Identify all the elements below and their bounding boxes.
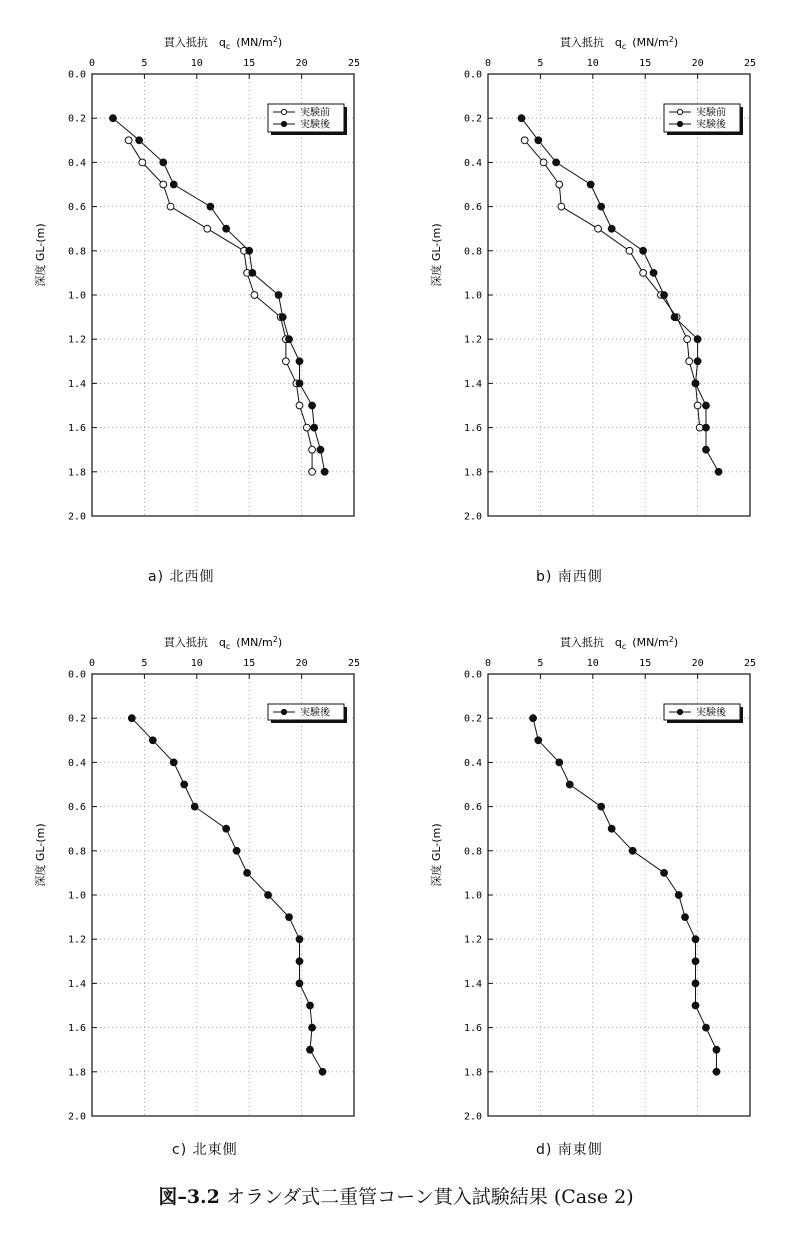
data-point-after <box>675 892 682 899</box>
figure-number: 図–3.2 <box>158 1186 220 1208</box>
data-point-after <box>703 1024 710 1031</box>
x-axis-title-symbol: 貫入抵抗 q <box>163 36 226 49</box>
y-axis-title: 深度 GL-(m) <box>34 823 47 887</box>
y-tick-label: 2.0 <box>67 511 86 523</box>
data-point-after <box>598 803 605 810</box>
x-tick-label: 5 <box>537 658 544 669</box>
chart-southeast <box>396 600 792 1145</box>
data-point-after <box>265 892 272 899</box>
data-point-after <box>671 314 678 321</box>
data-point-after <box>556 759 563 766</box>
data-point-after <box>317 446 324 453</box>
x-tick-label: 10 <box>190 658 203 669</box>
y-tick-label: 1.0 <box>67 290 86 302</box>
y-tick-label: 1.6 <box>463 1023 482 1035</box>
legend-label: 実験前 <box>300 107 330 119</box>
y-tick-label: 1.4 <box>67 978 86 990</box>
data-point-after <box>566 781 573 788</box>
y-tick-label: 2.0 <box>67 1111 86 1123</box>
data-point-before <box>696 424 703 431</box>
y-tick-label: 0.0 <box>67 669 86 681</box>
legend-label: 実験後 <box>300 119 330 131</box>
y-tick-label: 0.6 <box>463 802 482 814</box>
data-point-after <box>286 914 293 921</box>
data-point-after <box>661 870 668 877</box>
data-point-after <box>191 803 198 810</box>
plot-frame <box>488 674 750 1116</box>
data-point-after <box>181 781 188 788</box>
data-point-after <box>128 715 135 722</box>
data-point-before <box>626 247 633 254</box>
data-point-after <box>307 1002 314 1009</box>
data-point-before <box>160 181 167 188</box>
x-tick-label: 25 <box>743 58 757 69</box>
x-tick-label: 15 <box>243 58 256 69</box>
data-point-before <box>521 137 528 144</box>
data-point-after <box>311 424 318 431</box>
x-axis-title-subscript: c <box>621 642 627 651</box>
y-tick-label: 0.4 <box>463 757 482 769</box>
x-tick-label: 15 <box>639 58 652 69</box>
y-tick-label: 1.8 <box>463 467 482 479</box>
data-point-after <box>692 1002 699 1009</box>
x-tick-label: 20 <box>295 58 308 69</box>
x-axis-title-unit: (MN/m <box>632 636 669 649</box>
x-axis-title-superscript: 2 <box>668 35 674 44</box>
legend-label: 実験後 <box>696 707 726 719</box>
data-point-before <box>282 358 289 365</box>
y-axis-title: 深度 GL-(m) <box>430 823 443 887</box>
y-tick-label: 1.2 <box>67 934 86 946</box>
data-point-after <box>553 159 560 166</box>
data-point-after <box>307 1046 314 1053</box>
data-point-after <box>692 958 699 965</box>
legend-marker <box>677 121 682 126</box>
x-tick-label: 5 <box>141 58 148 69</box>
x-tick-label: 25 <box>347 658 361 669</box>
x-axis-title-symbol: 貫入抵抗 q <box>559 36 622 49</box>
x-tick-label: 10 <box>586 658 599 669</box>
data-point-before <box>694 402 701 409</box>
data-point-before <box>303 424 310 431</box>
data-point-after <box>296 380 303 387</box>
y-tick-label: 1.0 <box>463 890 482 902</box>
y-tick-label: 1.6 <box>67 423 86 435</box>
x-tick-label: 20 <box>691 58 704 69</box>
data-point-after <box>160 159 167 166</box>
x-tick-label: 10 <box>190 58 203 69</box>
y-tick-label: 1.0 <box>463 290 482 302</box>
data-point-after <box>518 115 525 122</box>
data-point-after <box>170 181 177 188</box>
data-point-after <box>223 225 230 232</box>
data-point-after <box>296 936 303 943</box>
data-point-before <box>595 225 602 232</box>
data-point-before <box>309 446 316 453</box>
y-tick-label: 0.0 <box>463 69 482 81</box>
data-point-after <box>692 980 699 987</box>
legend-label: 実験前 <box>696 107 726 119</box>
x-tick-label: 0 <box>484 658 492 669</box>
y-tick-label: 0.6 <box>67 802 86 814</box>
y-tick-label: 1.6 <box>463 423 482 435</box>
data-point-before <box>251 292 258 299</box>
data-point-before <box>167 203 174 210</box>
y-tick-label: 1.4 <box>463 978 482 990</box>
panel-label-northeast: c) 北東側 <box>172 1142 238 1158</box>
y-axis-title: 深度 GL-(m) <box>34 223 47 287</box>
data-point-after <box>598 203 605 210</box>
data-point-after <box>223 825 230 832</box>
legend-label: 実験後 <box>300 707 330 719</box>
chart-southwest <box>396 0 792 545</box>
y-tick-label: 0.8 <box>463 246 482 258</box>
x-axis-title-unit: (MN/m <box>632 36 669 49</box>
x-tick-label: 0 <box>484 58 492 69</box>
y-tick-label: 0.6 <box>463 202 482 214</box>
y-tick-label: 0.4 <box>67 757 86 769</box>
data-point-after <box>296 980 303 987</box>
y-tick-label: 1.2 <box>67 334 86 346</box>
data-point-after <box>692 936 699 943</box>
panel-label-southeast: d) 南東側 <box>536 1142 603 1158</box>
data-point-after <box>110 115 117 122</box>
x-tick-label: 25 <box>743 658 757 669</box>
data-point-after <box>650 270 657 277</box>
data-point-before <box>556 181 563 188</box>
y-tick-label: 2.0 <box>463 1111 482 1123</box>
y-tick-label: 1.0 <box>67 890 86 902</box>
y-tick-label: 0.4 <box>463 157 482 169</box>
x-tick-label: 0 <box>88 58 96 69</box>
data-point-after <box>246 247 253 254</box>
y-axis-title: 深度 GL-(m) <box>430 223 443 287</box>
data-point-after <box>296 358 303 365</box>
series-line-before <box>129 140 312 472</box>
y-tick-label: 1.4 <box>463 378 482 390</box>
data-point-after <box>207 203 214 210</box>
legend-marker <box>281 709 286 714</box>
data-point-after <box>713 1068 720 1075</box>
data-point-before <box>296 402 303 409</box>
figure-caption-text: オランダ式二重管コーン貫入試験結果 (Case 2) <box>225 1186 634 1208</box>
x-axis-title-close: ) <box>673 636 679 649</box>
data-point-after <box>608 825 615 832</box>
y-tick-label: 1.6 <box>67 1023 86 1035</box>
y-tick-label: 0.0 <box>463 669 482 681</box>
chart-northwest <box>0 0 396 545</box>
x-axis-title-superscript: 2 <box>272 635 278 644</box>
data-point-after <box>149 737 156 744</box>
series-line-before <box>525 140 700 427</box>
y-tick-label: 2.0 <box>463 511 482 523</box>
data-point-after <box>661 292 668 299</box>
data-point-before <box>640 270 647 277</box>
data-point-after <box>275 292 282 299</box>
y-tick-label: 0.2 <box>463 713 482 725</box>
x-axis-title-superscript: 2 <box>668 635 674 644</box>
data-point-after <box>694 358 701 365</box>
x-axis-title-close: ) <box>277 636 283 649</box>
plot-frame <box>92 674 354 1116</box>
y-tick-label: 1.2 <box>463 334 482 346</box>
y-tick-label: 1.8 <box>67 467 86 479</box>
data-point-after <box>587 181 594 188</box>
panel-label-northwest: a) 北西側 <box>148 569 215 585</box>
y-tick-label: 0.8 <box>67 846 86 858</box>
x-axis-title <box>560 35 678 51</box>
x-tick-label: 20 <box>295 658 308 669</box>
x-tick-label: 10 <box>586 58 599 69</box>
data-point-after <box>694 336 701 343</box>
data-point-before <box>125 137 132 144</box>
y-tick-label: 0.2 <box>67 113 86 125</box>
x-axis-title-unit: (MN/m <box>236 636 273 649</box>
data-point-before <box>686 358 693 365</box>
data-point-before <box>309 468 316 475</box>
x-tick-label: 15 <box>243 658 256 669</box>
x-axis-title <box>164 35 282 51</box>
data-point-after <box>703 424 710 431</box>
data-point-before <box>558 203 565 210</box>
panel-label-southwest: b) 南西側 <box>536 569 603 585</box>
data-point-after <box>703 446 710 453</box>
x-tick-label: 15 <box>639 658 652 669</box>
y-tick-label: 0.4 <box>67 157 86 169</box>
x-axis-title-symbol: 貫入抵抗 q <box>163 636 226 649</box>
x-axis-title <box>164 635 282 651</box>
figure-caption <box>0 1182 792 1209</box>
x-axis-title-symbol: 貫入抵抗 q <box>559 636 622 649</box>
x-tick-label: 5 <box>141 658 148 669</box>
data-point-before <box>139 159 146 166</box>
data-point-after <box>530 715 537 722</box>
y-tick-label: 1.8 <box>463 1067 482 1079</box>
data-point-after <box>296 958 303 965</box>
data-point-before <box>540 159 547 166</box>
chart-northeast <box>0 600 396 1145</box>
data-point-after <box>136 137 143 144</box>
legend-marker <box>281 121 286 126</box>
x-tick-label: 5 <box>537 58 544 69</box>
legend-marker <box>677 109 682 114</box>
y-tick-label: 0.6 <box>67 202 86 214</box>
data-point-after <box>279 314 286 321</box>
data-point-after <box>321 468 328 475</box>
data-point-after <box>715 468 722 475</box>
data-point-after <box>682 914 689 921</box>
x-axis-title-unit: (MN/m <box>236 36 273 49</box>
data-point-after <box>244 870 251 877</box>
data-point-before <box>684 336 691 343</box>
data-point-after <box>713 1046 720 1053</box>
legend-label: 実験後 <box>696 119 726 131</box>
x-axis-title-superscript: 2 <box>272 35 278 44</box>
y-tick-label: 1.8 <box>67 1067 86 1079</box>
data-point-after <box>608 225 615 232</box>
data-point-after <box>640 247 647 254</box>
y-tick-label: 0.2 <box>463 113 482 125</box>
y-tick-label: 0.2 <box>67 713 86 725</box>
y-tick-label: 0.0 <box>67 69 86 81</box>
x-axis-title-close: ) <box>277 36 283 49</box>
data-point-after <box>233 847 240 854</box>
data-point-after <box>286 336 293 343</box>
legend-marker <box>281 109 286 114</box>
x-axis-title-subscript: c <box>225 642 231 651</box>
y-tick-label: 0.8 <box>67 246 86 258</box>
x-axis-title <box>560 635 678 651</box>
legend-marker <box>677 709 682 714</box>
x-axis-title-subscript: c <box>621 42 627 51</box>
y-tick-label: 1.2 <box>463 934 482 946</box>
data-point-after <box>319 1068 326 1075</box>
x-tick-label: 25 <box>347 58 361 69</box>
x-axis-title-close: ) <box>673 36 679 49</box>
data-point-after <box>309 402 316 409</box>
data-point-after <box>249 270 256 277</box>
y-tick-label: 0.8 <box>463 846 482 858</box>
data-point-after <box>535 737 542 744</box>
y-tick-label: 1.4 <box>67 378 86 390</box>
data-point-after <box>629 847 636 854</box>
data-point-after <box>703 402 710 409</box>
data-point-after <box>309 1024 316 1031</box>
data-point-before <box>204 225 211 232</box>
x-tick-label: 20 <box>691 658 704 669</box>
data-point-after <box>535 137 542 144</box>
data-point-after <box>692 380 699 387</box>
data-point-after <box>170 759 177 766</box>
x-axis-title-subscript: c <box>225 42 231 51</box>
x-tick-label: 0 <box>88 658 96 669</box>
